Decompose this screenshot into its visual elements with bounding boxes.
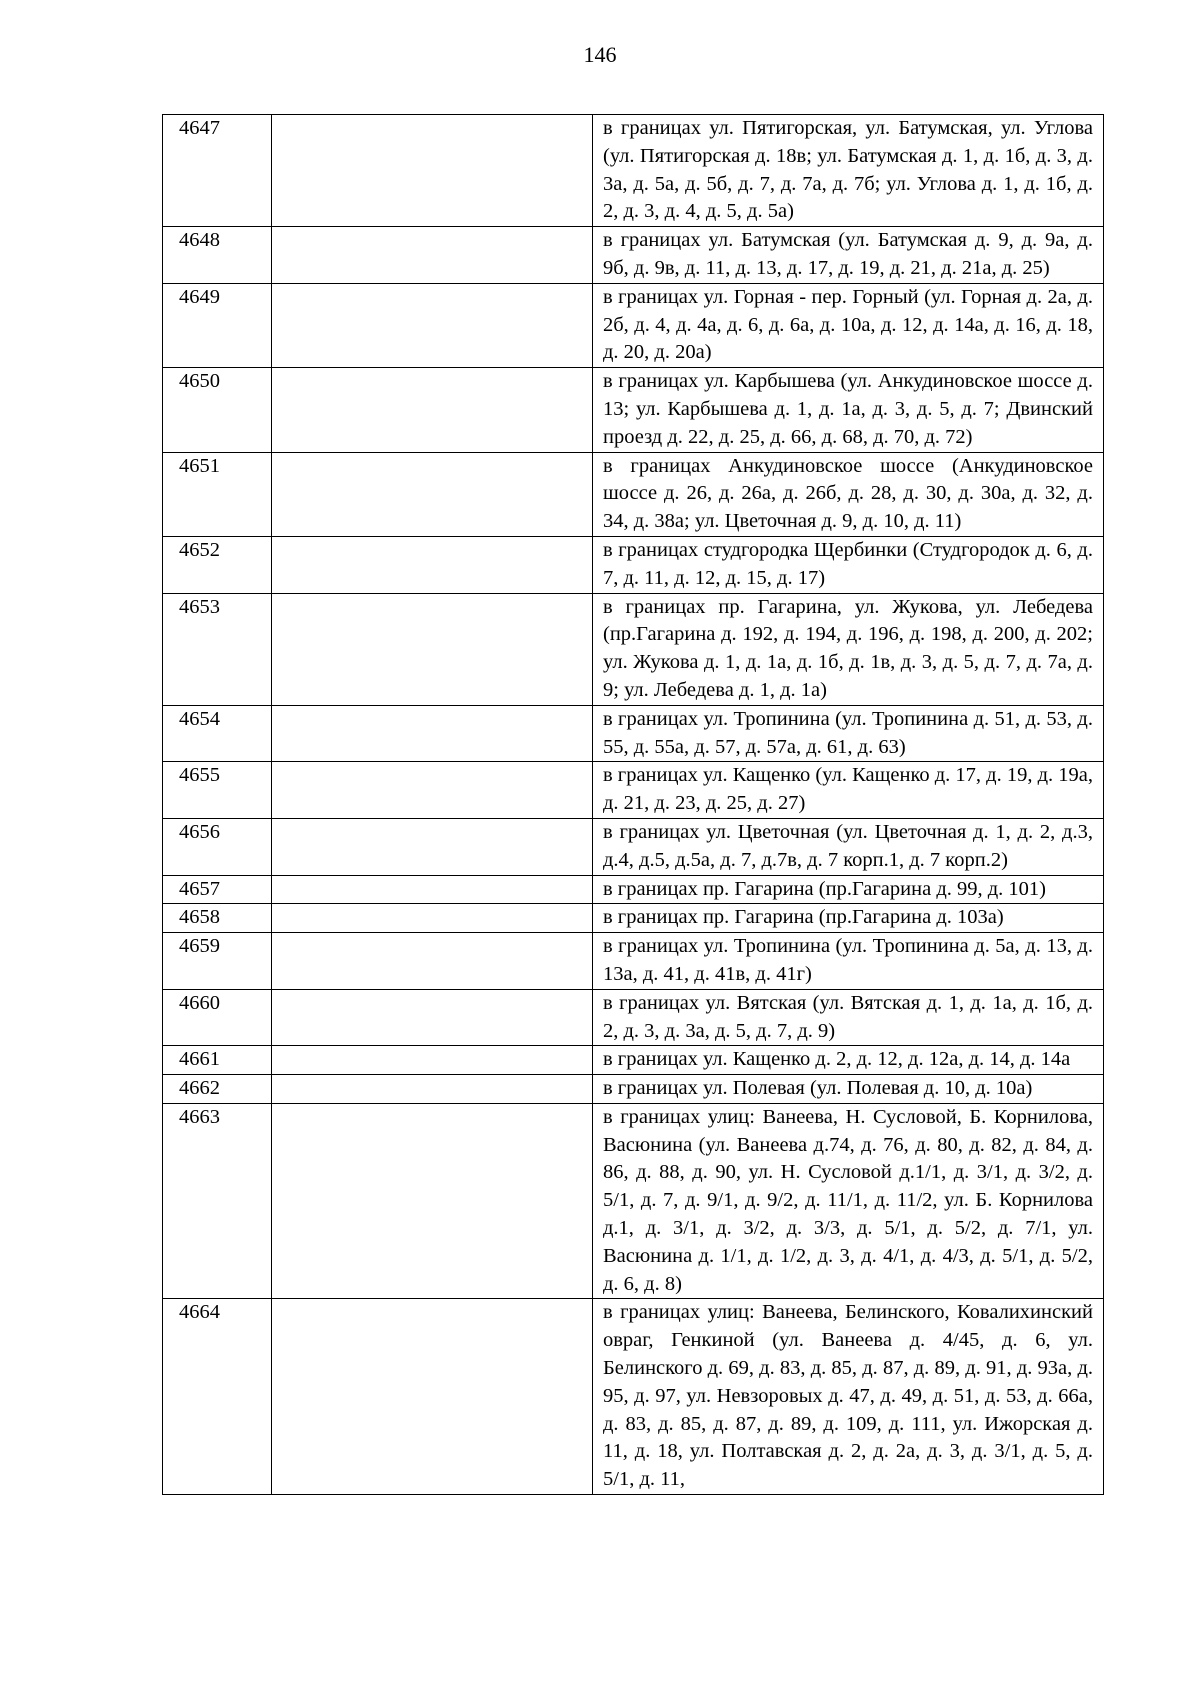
table-body	[163, 115, 1104, 1495]
district-number: 4648	[163, 227, 272, 284]
district-boundaries: в границах улиц: Ванеева, Н. Сусловой, Б. Корнилова, Васюнина (ул. Ванеева д.74, д. 76, д. 80, д. 82, д. 84, д. 86, д. 88, д. 90, ул. Н. Сусловой д.1/1, д. 3/1, д. 3/2, д. 5/1, д. 7, д. 9/1, д. 9/2, д. 11/1, д. 11/2, ул. Б. Корнилова д.1, д. 3/1, д. 3/2, д. 3/3, д. 5/1, д. 5/2, д. 7/1, ул. Васюнина д. 1/1, д. 1/2, д. 3, д. 4/1, д. 4/3, д. 5/1, д. 5/2, д. 6, д. 8)	[593, 1103, 1104, 1299]
table-row	[163, 904, 1104, 933]
table-row	[163, 818, 1104, 875]
district-boundaries: в границах ул. Полевая (ул. Полевая д. 10, д. 10а)	[593, 1075, 1104, 1104]
district-number: 4649	[163, 283, 272, 367]
district-boundaries: в границах пр. Гагарина (пр.Гагарина д. 99, д. 101)	[593, 875, 1104, 904]
district-number: 4656	[163, 818, 272, 875]
district-number: 4651	[163, 452, 272, 536]
district-number: 4662	[163, 1075, 272, 1104]
district-address-cell	[272, 904, 593, 933]
district-number: 4655	[163, 762, 272, 819]
district-address-cell	[272, 227, 593, 284]
table-row	[163, 283, 1104, 367]
table-row	[163, 1299, 1104, 1495]
district-number: 4650	[163, 368, 272, 452]
district-boundaries: в границах ул. Кащенко д. 2, д. 12, д. 12а, д. 14, д. 14а	[593, 1046, 1104, 1075]
district-address-cell	[272, 1046, 593, 1075]
district-address-cell	[272, 705, 593, 762]
district-number: 4660	[163, 989, 272, 1046]
district-address-cell	[272, 1299, 593, 1495]
district-address-cell	[272, 1103, 593, 1299]
district-boundaries: в границах Анкудиновское шоссе (Анкудиновское шоссе д. 26, д. 26а, д. 26б, д. 28, д. 30, д. 30а, д. 32, д. 34, д. 38а; ул. Цветочная д. 9, д. 10, д. 11)	[593, 452, 1104, 536]
district-boundaries: в границах ул. Батумская (ул. Батумская д. 9, д. 9а, д. 9б, д. 9в, д. 11, д. 13, д. 17, д. 19, д. 21, д. 21а, д. 25)	[593, 227, 1104, 284]
table-row	[163, 933, 1104, 990]
district-boundaries: в границах студгородка Щербинки (Студгородок д. 6, д. 7, д. 11, д. 12, д. 15, д. 17)	[593, 536, 1104, 593]
district-number: 4657	[163, 875, 272, 904]
polling-district-table	[162, 114, 1104, 1495]
table-row	[163, 115, 1104, 227]
district-address-cell	[272, 1075, 593, 1104]
district-boundaries: в границах ул. Тропинина (ул. Тропинина д. 5а, д. 13, д. 13а, д. 41, д. 41в, д. 41г)	[593, 933, 1104, 990]
district-number: 4658	[163, 904, 272, 933]
district-number: 4652	[163, 536, 272, 593]
district-boundaries: в границах ул. Кащенко (ул. Кащенко д. 17, д. 19, д. 19а, д. 21, д. 23, д. 25, д. 27)	[593, 762, 1104, 819]
table-row	[163, 989, 1104, 1046]
district-boundaries: в границах ул. Пятигорская, ул. Батумская, ул. Углова (ул. Пятигорская д. 18в; ул. Батумская д. 1, д. 1б, д. 3, д. 3а, д. 5а, д. 5б, д. 7, д. 7а, д. 7б; ул. Углова д. 1, д. 1б, д. 2, д. 3, д. 4, д. 5, д. 5а)	[593, 115, 1104, 227]
district-address-cell	[272, 875, 593, 904]
district-address-cell	[272, 762, 593, 819]
district-number: 4664	[163, 1299, 272, 1495]
district-address-cell	[272, 989, 593, 1046]
district-address-cell	[272, 368, 593, 452]
district-address-cell	[272, 933, 593, 990]
district-number: 4647	[163, 115, 272, 227]
table-row	[163, 705, 1104, 762]
table-row	[163, 762, 1104, 819]
district-boundaries: в границах ул. Горная - пер. Горный (ул. Горная д. 2а, д. 2б, д. 4, д. 4а, д. 6, д. 6а, д. 10а, д. 12, д. 14а, д. 16, д. 18, д. 20, д. 20а)	[593, 283, 1104, 367]
district-address-cell	[272, 593, 593, 705]
district-number: 4654	[163, 705, 272, 762]
table-row	[163, 593, 1104, 705]
table-row	[163, 368, 1104, 452]
district-boundaries: в границах пр. Гагарина (пр.Гагарина д. 103а)	[593, 904, 1104, 933]
table-row	[163, 1103, 1104, 1299]
table-row	[163, 1075, 1104, 1104]
district-boundaries: в границах ул. Цветочная (ул. Цветочная д. 1, д. 2, д.3, д.4, д.5, д.5а, д. 7, д.7в, д. 7 корп.1, д. 7 корп.2)	[593, 818, 1104, 875]
district-address-cell	[272, 283, 593, 367]
table-row	[163, 875, 1104, 904]
table-row	[163, 1046, 1104, 1075]
district-boundaries: в границах пр. Гагарина, ул. Жукова, ул. Лебедева (пр.Гагарина д. 192, д. 194, д. 196, д. 198, д. 200, д. 202; ул. Жукова д. 1, д. 1а, д. 1б, д. 1в, д. 3, д. 5, д. 7, д. 7а, д. 9; ул. Лебедева д. 1, д. 1а)	[593, 593, 1104, 705]
district-boundaries: в границах улиц: Ванеева, Белинского, Ковалихинский овраг, Генкиной (ул. Ванеева д. 4/45, д. 6, ул. Белинского д. 69, д. 83, д. 85, д. 87, д. 89, д. 91, д. 93а, д. 95, д. 97, ул. Невзоровых д. 47, д. 49, д. 51, д. 53, д. 66а, д. 83, д. 85, д. 87, д. 89, д. 109, д. 111, ул. Ижорская д. 11, д. 18, ул. Полтавская д. 2, д. 2а, д. 3, д. 3/1, д. 5, д. 5/1, д. 11,	[593, 1299, 1104, 1495]
table-row	[163, 536, 1104, 593]
district-number: 4661	[163, 1046, 272, 1075]
district-boundaries: в границах ул. Тропинина (ул. Тропинина д. 51, д. 53, д. 55, д. 55а, д. 57, д. 57а, д. 61, д. 63)	[593, 705, 1104, 762]
district-number: 4659	[163, 933, 272, 990]
table-row	[163, 227, 1104, 284]
district-number: 4663	[163, 1103, 272, 1299]
page-number: 146	[583, 42, 617, 67]
district-number: 4653	[163, 593, 272, 705]
district-boundaries: в границах ул. Карбышева (ул. Анкудиновское шоссе д. 13; ул. Карбышева д. 1, д. 1а, д. 3, д. 5, д. 7; Двинский проезд д. 22, д. 25, д. 66, д. 68, д. 70, д. 72)	[593, 368, 1104, 452]
district-address-cell	[272, 115, 593, 227]
table-row	[163, 452, 1104, 536]
district-boundaries: в границах ул. Вятская (ул. Вятская д. 1, д. 1а, д. 1б, д. 2, д. 3, д. 3а, д. 5, д. 7, д. 9)	[593, 989, 1104, 1046]
district-address-cell	[272, 536, 593, 593]
district-address-cell	[272, 452, 593, 536]
district-address-cell	[272, 818, 593, 875]
